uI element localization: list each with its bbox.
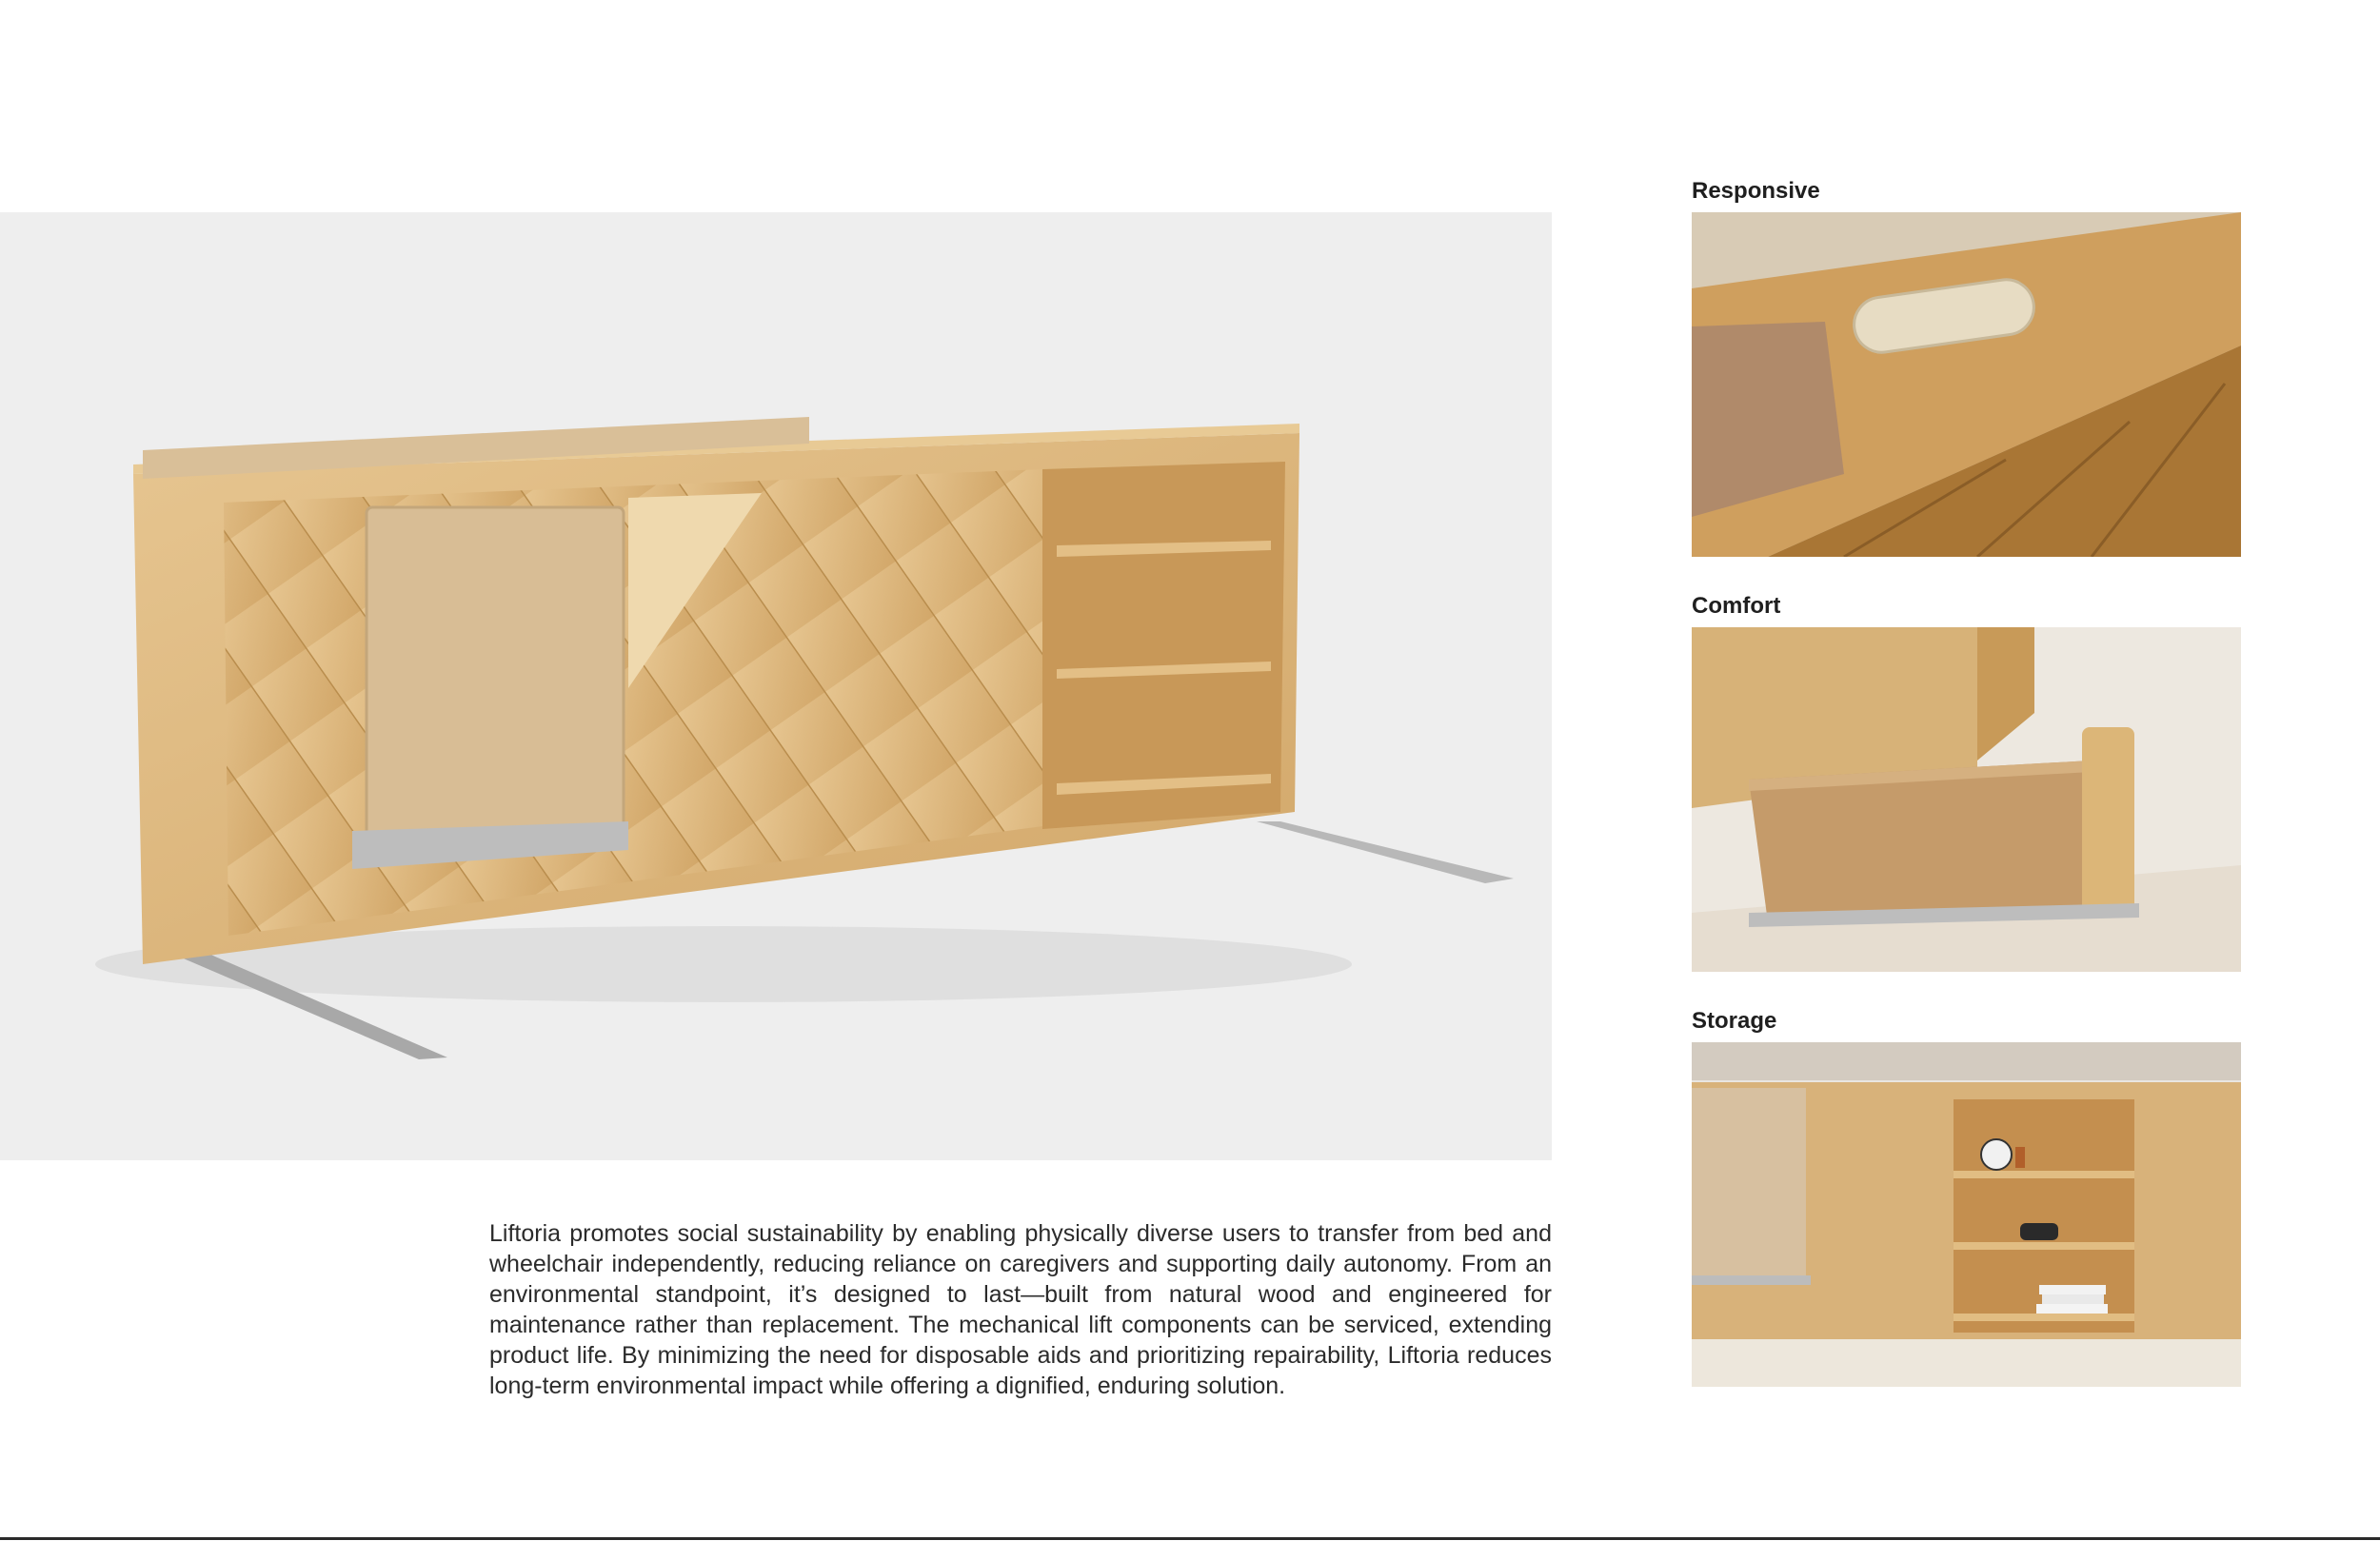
responsive-closeup: [1692, 212, 2241, 557]
comfort-seat-closeup: [1692, 627, 2241, 972]
feature-title-responsive: Responsive: [1692, 178, 1820, 204]
feature-image-responsive: [1692, 212, 2241, 557]
bottom-divider: [0, 1537, 2380, 1540]
feature-image-comfort: [1692, 627, 2241, 972]
feature-title-storage: Storage: [1692, 1008, 1777, 1034]
cabinet-render: [0, 212, 1552, 1160]
storage-shelf-closeup: [1692, 1042, 2241, 1387]
feature-title-comfort: Comfort: [1692, 593, 1781, 619]
description-paragraph: Liftoria promotes social sustainability by enabling physically diverse users to transfer from bed and wheelchair independently, reducing reliance on caregivers and supporting daily autonomy. From an environmental standpoint, it’s designed to last—built from natural wood and engineered for maintenance rather than replacement. The mechanical lift components can be serviced, extending product life. By minimizing the need for disposable aids and prioritizing repairability, Liftoria reduces long-term environmental impact while offering a dignified, enduring solution.: [489, 1220, 1552, 1399]
feature-image-storage: [1692, 1042, 2241, 1387]
hero-product-image: [0, 212, 1552, 1160]
